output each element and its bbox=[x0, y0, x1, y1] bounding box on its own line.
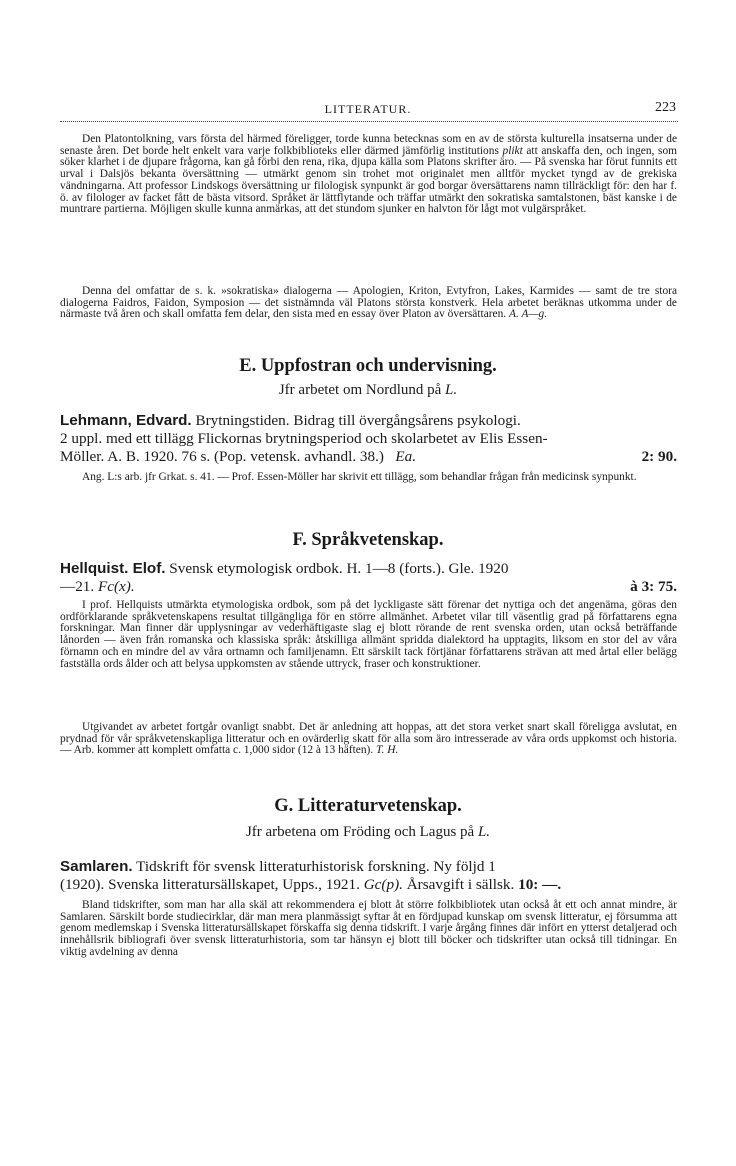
section-f-entry-years: —21. bbox=[60, 578, 95, 595]
section-e-entry-line3-text: Möller. A. B. 1920. 76 s. (Pop. vetensk. avhandl. 38.) bbox=[60, 448, 384, 465]
section-g-entry-line1: Tidskrift för svensk litteraturhistorisk forskning. Ny följd 1 bbox=[136, 858, 496, 875]
section-e-heading: E. Uppfostran och undervisning. bbox=[239, 356, 497, 376]
section-f-paragraph-2 bbox=[60, 722, 677, 757]
section-f-entry-price: à 3: 75. bbox=[630, 578, 677, 595]
section-g-entry-author: Samlaren. bbox=[60, 858, 133, 875]
section-e-entry-class: Ea. bbox=[395, 448, 417, 465]
section-e-subheading-text: Jfr arbetet om Nordlund på bbox=[278, 382, 442, 398]
section-f-entry-class: Fc(x). bbox=[97, 578, 135, 595]
section-g-subheading-emphasis: L. bbox=[477, 824, 491, 840]
section-f-signature: T. H. bbox=[376, 744, 399, 757]
intro-signature: A. A—g. bbox=[509, 308, 548, 321]
section-e-entry-line2: 2 uppl. med ett tillägg Flickornas brytningsperiod och skolarbetet av Elis Essen- bbox=[60, 430, 548, 447]
section-g-heading: G. Litteraturvetenskap. bbox=[274, 796, 462, 816]
section-f-p2-text: Utgivandet av arbetet fortgår ovanligt snabbt. Det är anledning att hoppas, att det stora verket snart skall föreligga avslutat, en prydnad för vår språkvetenskapliga litteratur och en ovärderlig skatt för alla som äro intresserade av våra ords uppkomst och historia. — Arb. kommer att komplett omfatta c. 1,000 sidor (12 à 13 häften). bbox=[60, 721, 677, 757]
section-g-entry-class: Gc(p). bbox=[363, 876, 403, 893]
section-e-entry-line3 bbox=[60, 448, 677, 466]
section-f-paragraph-1: I prof. Hellquists utmärkta etymologiska ordbok, som på det lyckligaste sätt förenar det nyttiga och det angenäma, göras den ordförklarande språkvetenskapens resultat tillgängliga för en större allmänhet. Arbetet vilar till väsentlig grad på författarens egna forskningar. Man finner där upplysningar av vederhäftigaste slag ej blott rörande de rent svenska orden, utan också beträffande lånorden — även från romanska och klassiska språk: åtskilliga allmänt spridda dialektord ha upptagits, liksom en stor del av våra förnamn och en mindre del av våra ortnamn och familjenamn. Ett särskilt tack förtjänar författarens strävan att med årtal eller belägg fastställa ords ålder och att belysa uppkomsten av stående uttryck, fraser och konstruktioner. bbox=[60, 599, 677, 670]
intro-p1-rest: att anskaffa den, och ingen, som söker klarhet i de djupare frågorna, kan gå förbi den rena, rika, djupa källa som Platons skrifter äro. — På svenska har förut funnits ett urval i Dalsjös bekanta översättning — utmärkt genom sin trohet mot originalet men alltför mycket tyngd av de grekiska vändningarna. Att professor Lindskogs översättning ur filologisk synpunkt är god borgar översättarens namn tillräckligt för: den har f. ö. av filologer av facket fått de bästa vitsord. Språket är lättflytande och träffar utmärkt den sokratiska samtalstonen, bäst kanske i de muntrare partierna. Möjligen skulle kunna anmärkas, att det stundom sjunker en halvton för lågt mot vulgärspråket. bbox=[60, 144, 677, 216]
section-g-subheading-text: Jfr arbetena om Fröding och Lagus på bbox=[245, 824, 475, 840]
section-e-entry bbox=[60, 412, 677, 430]
section-f-entry-line1: Svensk etymologisk ordbok. H. 1—8 (forts.). Gle. 1920 bbox=[169, 560, 509, 577]
intro-paragraph-1 bbox=[60, 134, 677, 216]
intro-paragraph-2 bbox=[60, 286, 677, 321]
section-e-entry-line1: Brytningstiden. Bidrag till övergångsårens psykologi. bbox=[195, 412, 521, 429]
intro-p2-text: Denna del omfattar de s. k. »sokratiska» dialogerna — Apologien, Kriton, Evtyfron, Lakes, Karmides — samt de tre stora dialogerna Faidros, Faidon, Symposion — det sistnämnda väl Platons största konstverk. Hela arbetet beräknas utkomma under de närmaste två åren och skall omfatta fem delar, den sista med en essay över Platon av översättaren. bbox=[60, 285, 677, 321]
section-e-note: Ang. L:s arb. jfr Grkat. s. 41. — Prof. Essen-Möller har skrivit ett tillägg, som behandlar frågan från medicinsk synpunkt. bbox=[82, 471, 637, 483]
page-header bbox=[60, 100, 676, 122]
section-e-entry-price: 2: 90. bbox=[641, 448, 677, 465]
section-g-subheading bbox=[0, 824, 736, 841]
section-g-entry bbox=[60, 858, 677, 876]
running-head: LITTERATUR. bbox=[324, 102, 412, 116]
header-rule bbox=[60, 121, 678, 122]
section-g-entry-line2-text: (1920). Svenska litteratursällskapet, Upps., 1921. bbox=[60, 876, 360, 893]
section-g-entry-price: 10: —. bbox=[518, 876, 562, 893]
intro-p1-text: Den Platontolkning, vars första del härmed föreligger, torde kunna betecknas som en av de största kulturella insatserna under de senaste åren. Det borde helt enkelt vara varje folkbiblioteks eller därmed jämförlig institutions bbox=[60, 133, 677, 157]
section-e-entry-author: Lehmann, Edvard. bbox=[60, 412, 192, 429]
section-f-entry-author: Hellquist. Elof. bbox=[60, 560, 166, 577]
section-g-entry-fee-label: Årsavgift i sällsk. bbox=[406, 876, 515, 893]
section-e-subheading bbox=[0, 382, 736, 399]
section-f-entry-line2 bbox=[60, 578, 677, 596]
section-e-subheading-emphasis: L. bbox=[445, 382, 458, 398]
section-g-entry-line2 bbox=[60, 876, 677, 894]
section-f-heading: F. Språkvetenskap. bbox=[292, 530, 444, 550]
intro-p1-emphasis: plikt bbox=[502, 144, 523, 157]
section-g-paragraph-1: Bland tidskrifter, som man har alla skäl att rekommendera ej blott åt större folkbibliotek utan också åt ett och annat mindre, är Samlaren. Särskilt borde studiecirklar, där man mera planmässigt syftar åt en fördjupad kunskap om svensk litteratur, ej försumma att genom medlemskap i Svenska litteratursällskapet förskaffa sig denna tidskrift. I varje årgång finnes där infört en ytterst detaljerad och innehållsrik bibliografi över svensk litteraturhistoria, som tar hänsyn ej blott till böcker och tidskrifter utan också till tidningar. En viktig avdelning av denna bbox=[60, 899, 677, 958]
page-number: 223 bbox=[655, 100, 676, 115]
section-f-entry bbox=[60, 560, 677, 578]
